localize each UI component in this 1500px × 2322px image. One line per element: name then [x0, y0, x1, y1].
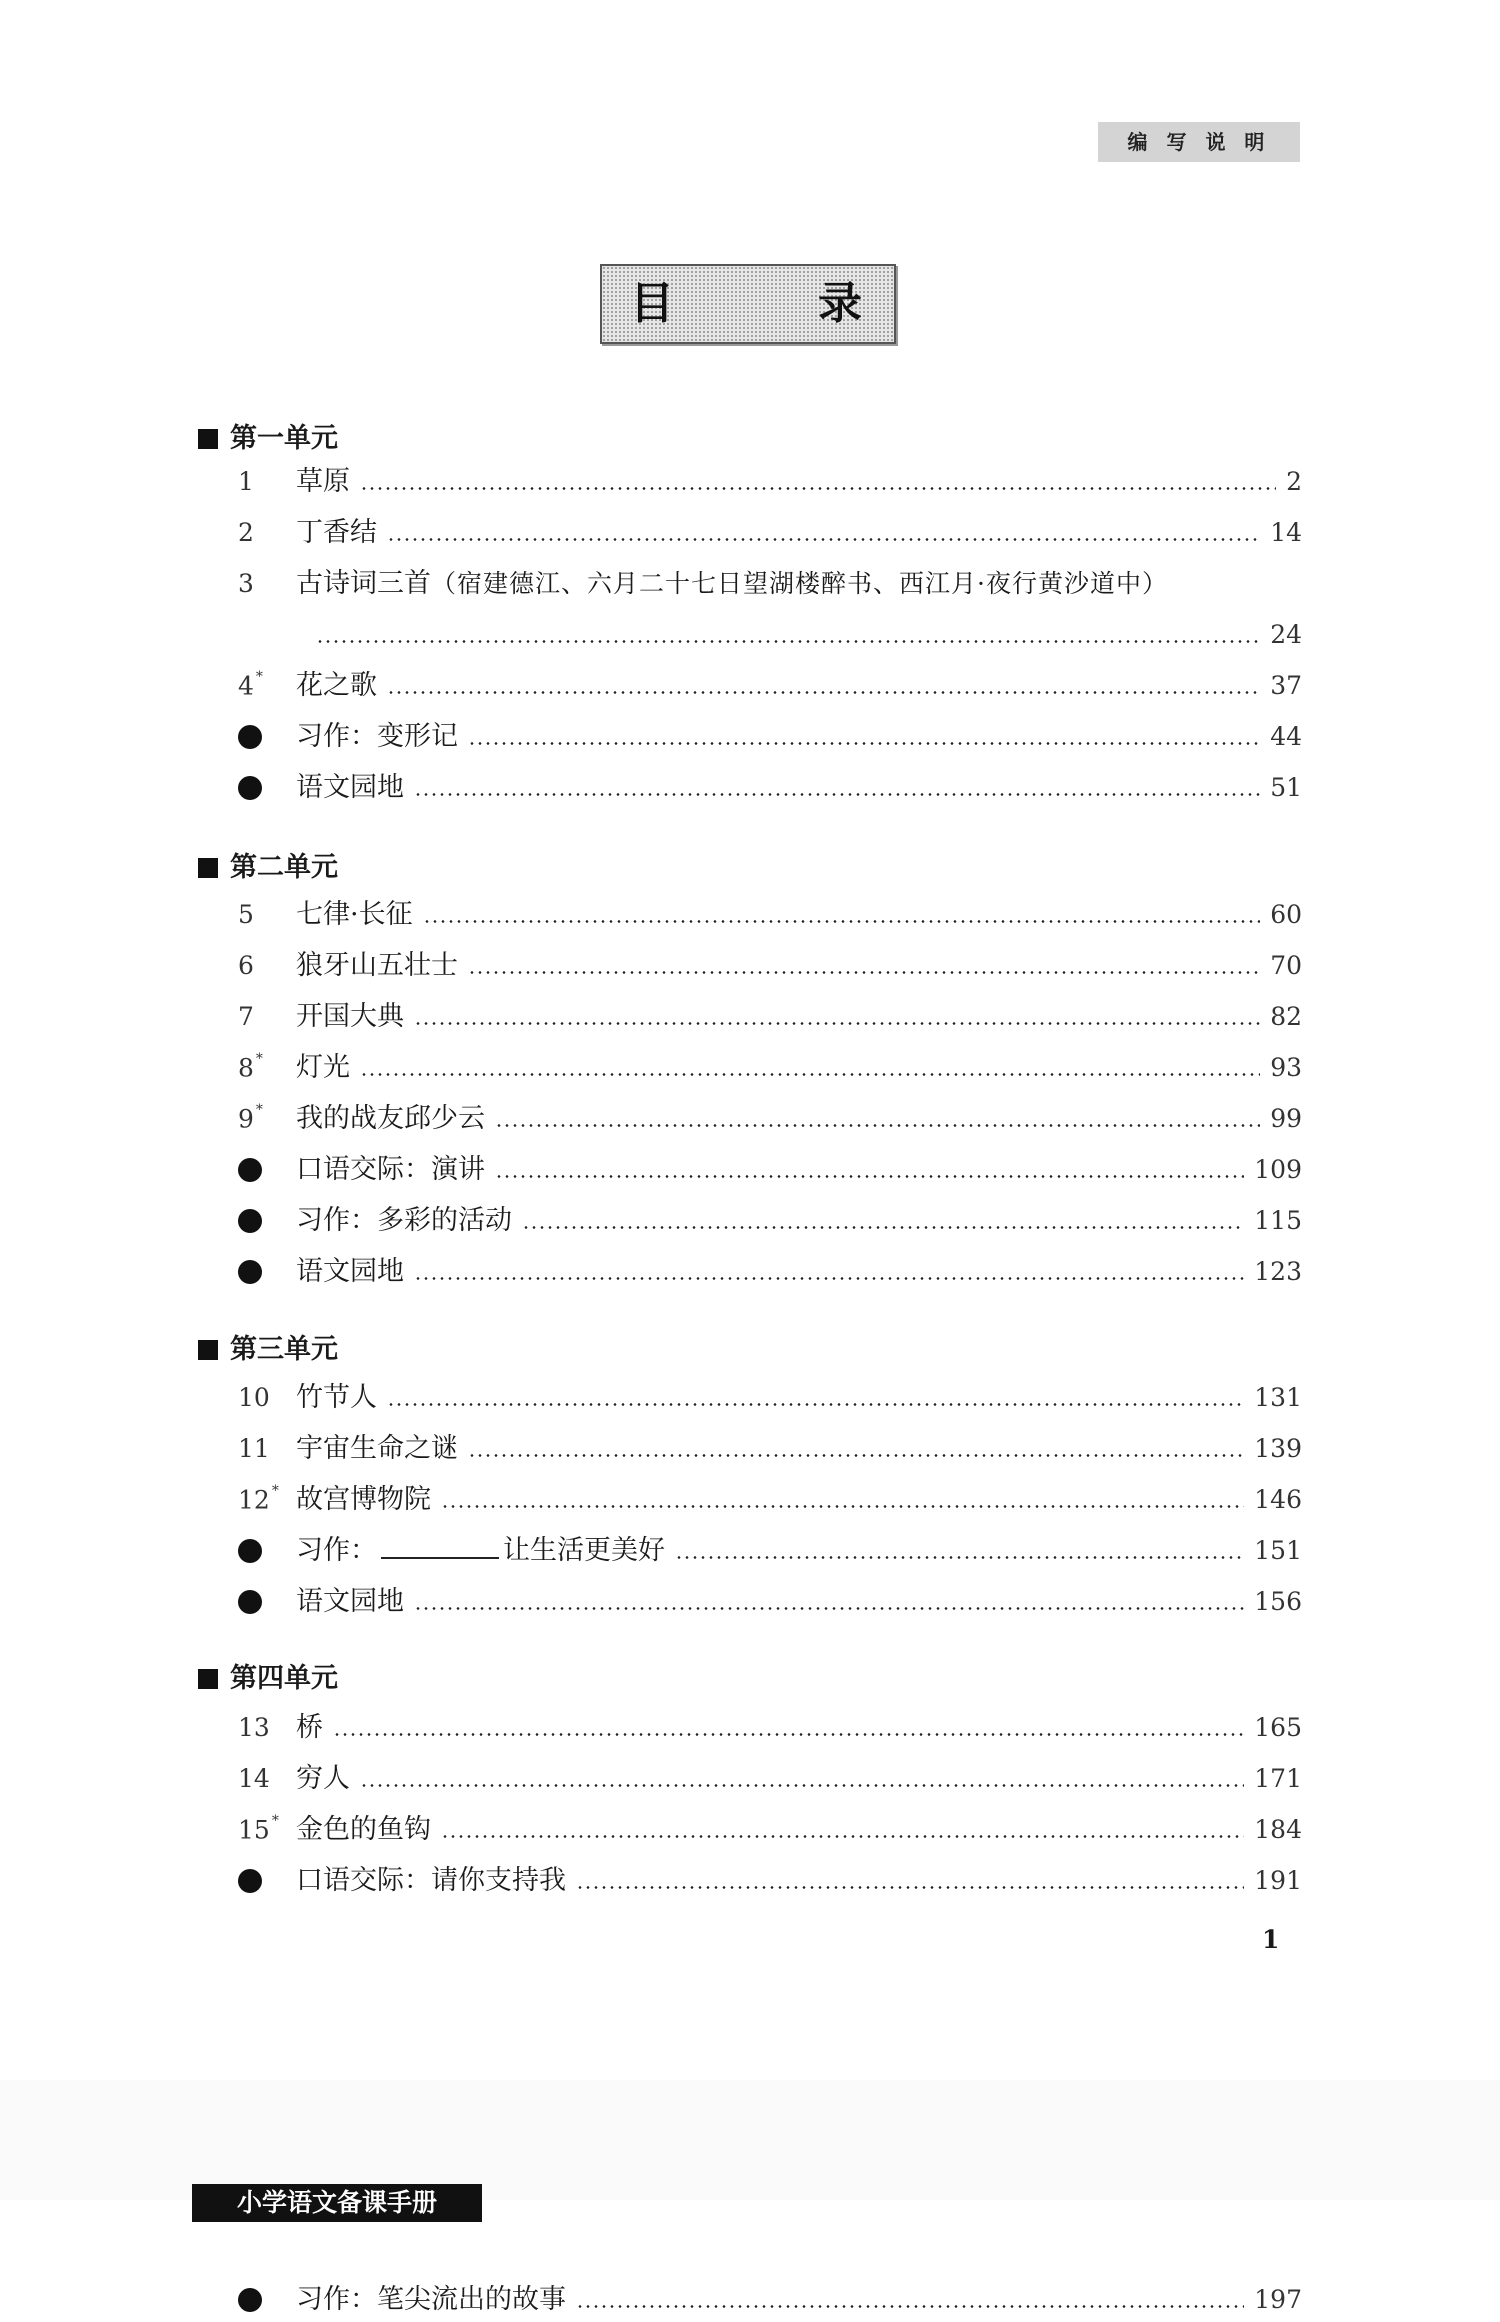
toc-entry[interactable]: [238, 1708, 1302, 1748]
lesson-number: 9 *: [238, 1101, 263, 1133]
page-number: 131: [1254, 1383, 1302, 1412]
toc-entry[interactable]: [238, 1252, 1302, 1292]
dot-leader: [495, 1175, 1244, 1178]
toc-entry[interactable]: [238, 564, 1302, 604]
dot-leader: [675, 1556, 1244, 1559]
dot-leader: [522, 1226, 1244, 1229]
toc-entry[interactable]: [238, 513, 1302, 553]
lesson-title: 金色的鱼钩: [296, 1814, 431, 1845]
optional-lesson-star: *: [255, 1050, 263, 1067]
section-tab: 编 写 说 明: [1098, 122, 1300, 162]
square-bullet-icon: [198, 1669, 218, 1689]
round-bullet-icon: [238, 1201, 296, 1241]
unit-header: [198, 848, 338, 888]
lesson-number: 7: [238, 1002, 254, 1031]
page-number: 146: [1254, 1485, 1302, 1514]
book-title-tab: 小学语文备课手册: [192, 2184, 482, 2222]
dot-leader: [333, 1733, 1244, 1736]
toc-entry[interactable]: [238, 1531, 1302, 1571]
dot-leader: [414, 1277, 1244, 1280]
lesson-title: 草原: [296, 466, 350, 497]
toc-entry[interactable]: [238, 1810, 1302, 1850]
toc-entry[interactable]: [238, 1201, 1302, 1241]
page-number: 82: [1270, 1002, 1302, 1031]
toc-entry[interactable]: [238, 1099, 1302, 1139]
dot-leader: [387, 1403, 1244, 1406]
activity-title: 语文园地: [296, 772, 404, 803]
dot-leader: [360, 487, 1276, 490]
dot-leader: [360, 1073, 1260, 1076]
toc-entry-continuation: [316, 615, 1302, 655]
dot-leader: [387, 691, 1260, 694]
page-number: 14: [1270, 518, 1302, 547]
activity-title: 语文园地: [296, 1256, 404, 1287]
lesson-number: 8 *: [238, 1050, 263, 1082]
round-bullet-icon: [238, 1150, 296, 1190]
toc-title-box: [600, 264, 896, 344]
lesson-title: 桥: [296, 1712, 323, 1743]
page-number: 2: [1286, 467, 1302, 496]
optional-lesson-star: *: [271, 1812, 279, 1829]
toc-entry[interactable]: [238, 997, 1302, 1037]
page-number: 70: [1270, 951, 1302, 980]
page-number: 51: [1270, 773, 1302, 802]
lesson-title: 竹节人: [296, 1382, 377, 1413]
toc-entry[interactable]: [238, 768, 1302, 808]
unit-title: 第一单元: [230, 423, 338, 454]
page-folio: 1: [1262, 1925, 1280, 1954]
round-bullet-icon: [238, 1582, 296, 1622]
lesson-subtitle: （宿建德江、六月二十七日望湖楼醉书、西江月·夜行黄沙道中）: [431, 569, 1168, 598]
round-bullet-icon: [238, 768, 296, 808]
lesson-title: [296, 564, 1168, 604]
toc-entry[interactable]: [238, 1378, 1302, 1418]
toc-entry[interactable]: [238, 1048, 1302, 1088]
unit-title: 第二单元: [230, 852, 338, 883]
toc-entry[interactable]: [238, 2280, 1302, 2320]
toc-entry[interactable]: [238, 895, 1302, 935]
dot-leader: [441, 1835, 1244, 1838]
page-number: 191: [1254, 1866, 1302, 1895]
page-number: 60: [1270, 900, 1302, 929]
page-number: 123: [1254, 1257, 1302, 1286]
lesson-title-main: 古诗词三首: [296, 568, 431, 599]
dot-leader: [316, 640, 1260, 643]
page-number: 37: [1270, 671, 1302, 700]
round-bullet-icon: [238, 717, 296, 757]
unit-title: 第三单元: [230, 1334, 338, 1365]
lesson-title: 狼牙山五壮士: [296, 950, 458, 981]
lesson-number: 15 *: [238, 1812, 279, 1844]
activity-title: 口语交际：请你支持我: [296, 1865, 566, 1896]
lesson-title: 花之歌: [296, 670, 377, 701]
page-number: 139: [1254, 1434, 1302, 1463]
toc-entry[interactable]: [238, 1150, 1302, 1190]
round-bullet-icon: [238, 1861, 296, 1901]
page-number: 156: [1254, 1587, 1302, 1616]
lesson-number: 6: [238, 951, 254, 980]
dot-leader: [468, 742, 1260, 745]
page-number: 109: [1254, 1155, 1302, 1184]
activity-title: 习作：多彩的活动: [296, 1205, 512, 1236]
round-bullet-icon: [238, 1531, 296, 1571]
activity-title: 习作： 让生活更美好: [296, 1531, 665, 1571]
page-number: 93: [1270, 1053, 1302, 1082]
lesson-title: 开国大典: [296, 1001, 404, 1032]
activity-title: 语文园地: [296, 1586, 404, 1617]
toc-entry[interactable]: [238, 462, 1302, 502]
lesson-title: 故宫博物院: [296, 1484, 431, 1515]
activity-title: 口语交际：演讲: [296, 1154, 485, 1185]
optional-lesson-star: *: [255, 668, 263, 685]
lesson-number: 3: [238, 569, 254, 598]
dot-leader: [576, 2305, 1244, 2308]
toc-entry[interactable]: [238, 1861, 1302, 1901]
lesson-title: 穷人: [296, 1763, 350, 1794]
toc-entry[interactable]: [238, 666, 1302, 706]
lesson-number: 14: [238, 1764, 270, 1793]
page-number: 99: [1270, 1104, 1302, 1133]
lesson-number: 4 *: [238, 668, 263, 700]
page-number: 115: [1254, 1206, 1302, 1235]
optional-lesson-star: *: [271, 1482, 279, 1499]
toc-entry[interactable]: [238, 1429, 1302, 1469]
toc-entry[interactable]: [238, 717, 1302, 757]
toc-title-char-1: 目: [630, 278, 674, 329]
optional-lesson-star: *: [255, 1101, 263, 1118]
lesson-number: 10: [238, 1383, 270, 1412]
round-bullet-icon: [238, 1252, 296, 1292]
page-number: 24: [1270, 620, 1302, 649]
toc-entry[interactable]: [238, 946, 1302, 986]
unit-header: [198, 1659, 338, 1699]
toc-entry[interactable]: [238, 1480, 1302, 1520]
dot-leader: [414, 1607, 1244, 1610]
lesson-number: 13: [238, 1713, 270, 1742]
page-number: 44: [1270, 722, 1302, 751]
lesson-number: 1: [238, 467, 254, 496]
page-number: 171: [1254, 1764, 1302, 1793]
round-bullet-icon: [238, 2280, 296, 2320]
lesson-title: 丁香结: [296, 517, 377, 548]
lesson-title: 灯光: [296, 1052, 350, 1083]
dot-leader: [387, 538, 1260, 541]
dot-leader: [468, 971, 1260, 974]
lesson-title: 七律·长征: [296, 899, 413, 930]
toc-entry[interactable]: [238, 1582, 1302, 1622]
unit-header: [198, 419, 338, 459]
page-number: 151: [1254, 1536, 1302, 1565]
lesson-number: 11: [238, 1434, 270, 1463]
page-gap: [0, 2080, 1500, 2200]
dot-leader: [360, 1784, 1244, 1787]
square-bullet-icon: [198, 858, 218, 878]
lesson-title: 我的战友邱少云: [296, 1103, 485, 1134]
unit-title: 第四单元: [230, 1663, 338, 1694]
dot-leader: [468, 1454, 1244, 1457]
lesson-title: 宇宙生命之谜: [296, 1433, 458, 1464]
lesson-number: 5: [238, 900, 254, 929]
page-number: 184: [1254, 1815, 1302, 1844]
activity-title: 习作：变形记: [296, 721, 458, 752]
toc-entry[interactable]: [238, 1759, 1302, 1799]
square-bullet-icon: [198, 429, 218, 449]
activity-title: 习作：笔尖流出的故事: [296, 2284, 566, 2315]
fill-in-blank: [381, 1531, 499, 1559]
dot-leader: [441, 1505, 1244, 1508]
dot-leader: [414, 793, 1260, 796]
page-number: 165: [1254, 1713, 1302, 1742]
dot-leader: [423, 920, 1261, 923]
lesson-number: 12 *: [238, 1482, 279, 1514]
page-number: 197: [1254, 2285, 1302, 2314]
unit-header: [198, 1330, 338, 1370]
dot-leader: [576, 1886, 1244, 1889]
toc-title-char-2: 录: [818, 278, 862, 329]
square-bullet-icon: [198, 1340, 218, 1360]
dot-leader: [414, 1022, 1260, 1025]
dot-leader: [495, 1124, 1260, 1127]
lesson-number: 2: [238, 518, 254, 547]
